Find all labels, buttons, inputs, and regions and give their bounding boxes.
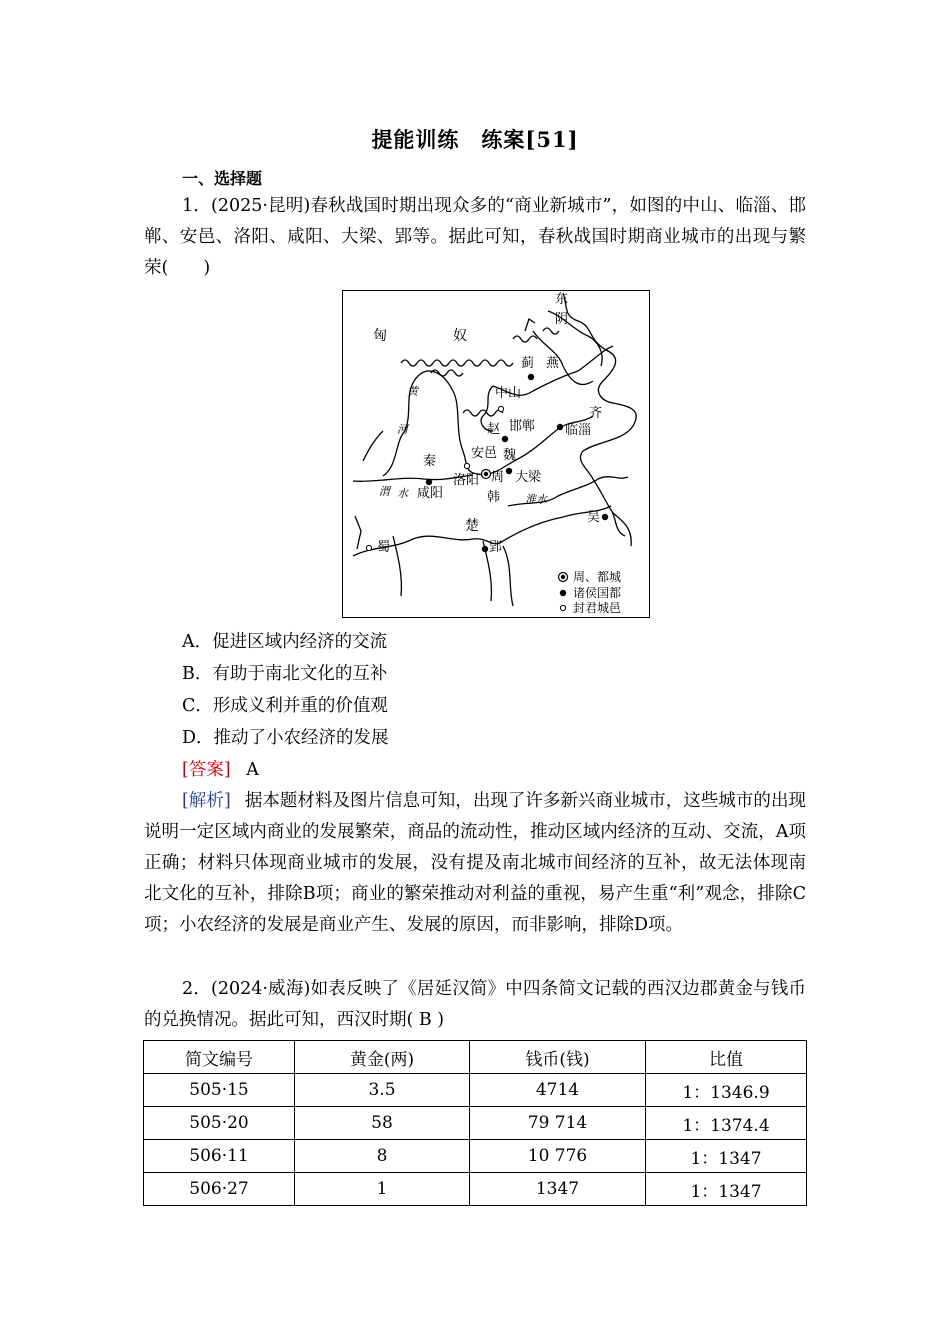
- shu-marker: [366, 545, 371, 550]
- table-cell: 1：1346.9: [646, 1074, 807, 1107]
- answer-line: [182, 755, 259, 786]
- wu-marker: [602, 514, 608, 520]
- exchange-table: [143, 1040, 807, 1206]
- col-header-slip-number: 简文编号: [144, 1041, 295, 1074]
- table-cell: 3.5: [295, 1074, 470, 1107]
- col-header-ratio: 比值: [646, 1041, 807, 1074]
- option-a[interactable]: A．促进区域内经济的交流: [182, 632, 388, 652]
- table-cell: 4714: [470, 1074, 646, 1107]
- map-label-xiong: 匈: [373, 328, 387, 344]
- map-label-chu: 楚: [465, 518, 479, 534]
- table-header-row: [144, 1041, 807, 1074]
- map-label-nu: 奴: [453, 328, 467, 344]
- table-row: [144, 1107, 807, 1140]
- warring-states-map: [342, 290, 650, 618]
- table-row: [144, 1173, 807, 1206]
- analysis-text: 据本题材料及图片信息可知，出现了许多新兴商业城市，这些城市的出现说明一定区域内商业的发展繁荣，商品的流动性，推动区域内经济的互动、交流，A项正确；材料只体现商业城市的发展，没有提及南北城市间经济的互补，故无法体现南北文化的互补，排除B项；商业的繁荣推动对利益的重视，易产生重“利”观念，排除C项；小农经济的发展是商业产生、发展的原因，而非影响，排除D项。: [144, 791, 807, 935]
- answer-value: A: [246, 760, 259, 780]
- handan-marker: [502, 436, 508, 442]
- map-label-ji: 蓟: [521, 356, 535, 371]
- map-label-huang: 黄: [407, 385, 418, 398]
- legend-fief-city-icon: [560, 605, 565, 610]
- table-row: [144, 1140, 807, 1173]
- map-label-qi: 齐: [589, 406, 603, 421]
- map-label-luoyang: 洛阳: [453, 473, 480, 488]
- legend-state-capital-icon: [560, 590, 566, 596]
- table-cell: 506·27: [144, 1173, 295, 1206]
- table-cell: 1347: [470, 1173, 646, 1206]
- option-c[interactable]: C．形成义利并重的价值观: [182, 696, 388, 716]
- table-row: [144, 1074, 807, 1107]
- daliang-marker: [506, 468, 512, 474]
- page-title: 提能训练 练案[51]: [371, 127, 579, 152]
- ji-marker: [528, 374, 534, 380]
- map-label-qin: 秦: [423, 454, 437, 469]
- option-b[interactable]: B．有助于南北文化的互补: [182, 664, 388, 684]
- table-cell: 58: [295, 1107, 470, 1140]
- legend-capital-dot-icon: [561, 575, 565, 579]
- col-header-coins: 钱币(钱): [470, 1041, 646, 1074]
- legend-fief-city-label: 封君城邑: [573, 601, 622, 615]
- option-d[interactable]: D．推动了小农经济的发展: [182, 728, 389, 748]
- linzi-marker: [557, 424, 563, 430]
- question-1-stem: 1．(2025·昆明)春秋战国时期出现众多的“商业新城市”，如图的中山、临淄、邯郸、安邑、洛阳、咸阳、大梁、郢等。据此可知，春秋战国时期商业城市的出现与繁荣( ): [144, 196, 806, 278]
- map-label-xianyang: 咸阳: [417, 486, 444, 501]
- map-label-linzi: 临淄: [565, 423, 592, 438]
- map-label-yin: 阴: [555, 312, 569, 327]
- answer-tag: [答案]: [182, 760, 231, 780]
- map-label-ying: 郢: [489, 540, 503, 555]
- map-label-wei-river-1: 渭: [379, 485, 390, 498]
- table-cell: 505·20: [144, 1107, 295, 1140]
- table-cell: 1：1347: [646, 1140, 807, 1173]
- ying-marker: [482, 546, 488, 552]
- map-label-zhongshan: 中山: [495, 386, 522, 401]
- analysis-tag: [解析]: [182, 791, 231, 811]
- table-cell: 506·11: [144, 1140, 295, 1173]
- table-cell: 505·15: [144, 1074, 295, 1107]
- table-cell: 8: [295, 1140, 470, 1173]
- map-label-yan: 燕: [546, 356, 560, 371]
- table-cell: 1：1374.4: [646, 1107, 807, 1140]
- map-label-dong: 东: [555, 292, 569, 307]
- map-label-zhao: 赵: [487, 422, 501, 437]
- col-header-gold: 黄金(两): [295, 1041, 470, 1074]
- table-cell: 1: [295, 1173, 470, 1206]
- question-2-stem: 2．(2024·威海)如表反映了《居延汉简》中四条简文记载的西汉边郡黄金与钱币的兑换情况。据此可知，西汉时期( B ): [144, 979, 806, 1030]
- map-label-wu: 吴: [587, 510, 601, 525]
- map-label-zhou: 周: [491, 470, 505, 485]
- question-1-options: [182, 626, 389, 754]
- map-label-wei-river-2: 水: [397, 487, 408, 500]
- map-label-daliang: 大梁: [515, 470, 542, 485]
- section-heading: 一、选择题: [182, 169, 263, 188]
- map-label-handan: 邯郸: [509, 419, 536, 434]
- xianyang-marker: [426, 479, 432, 485]
- legend-capital-label: 周、都城: [573, 570, 622, 584]
- table-cell: 1：1347: [646, 1173, 807, 1206]
- map-label-anyi: 安邑: [471, 446, 498, 461]
- legend-state-capital-label: 诸侯国都: [573, 586, 622, 600]
- map-label-shu: 蜀: [377, 540, 391, 555]
- map-label-han: 韩: [487, 490, 501, 505]
- analysis-paragraph: [144, 786, 806, 941]
- map-label-wei: 魏: [503, 448, 517, 463]
- map-label-he: 河: [397, 423, 408, 436]
- table-cell: 79 714: [470, 1107, 646, 1140]
- zhongshan-marker: [498, 406, 503, 411]
- table-cell: 10 776: [470, 1140, 646, 1173]
- map-label-huai-river: 淮水: [525, 493, 547, 506]
- luoyang-center-marker: [484, 472, 488, 476]
- anyi-marker: [464, 463, 469, 468]
